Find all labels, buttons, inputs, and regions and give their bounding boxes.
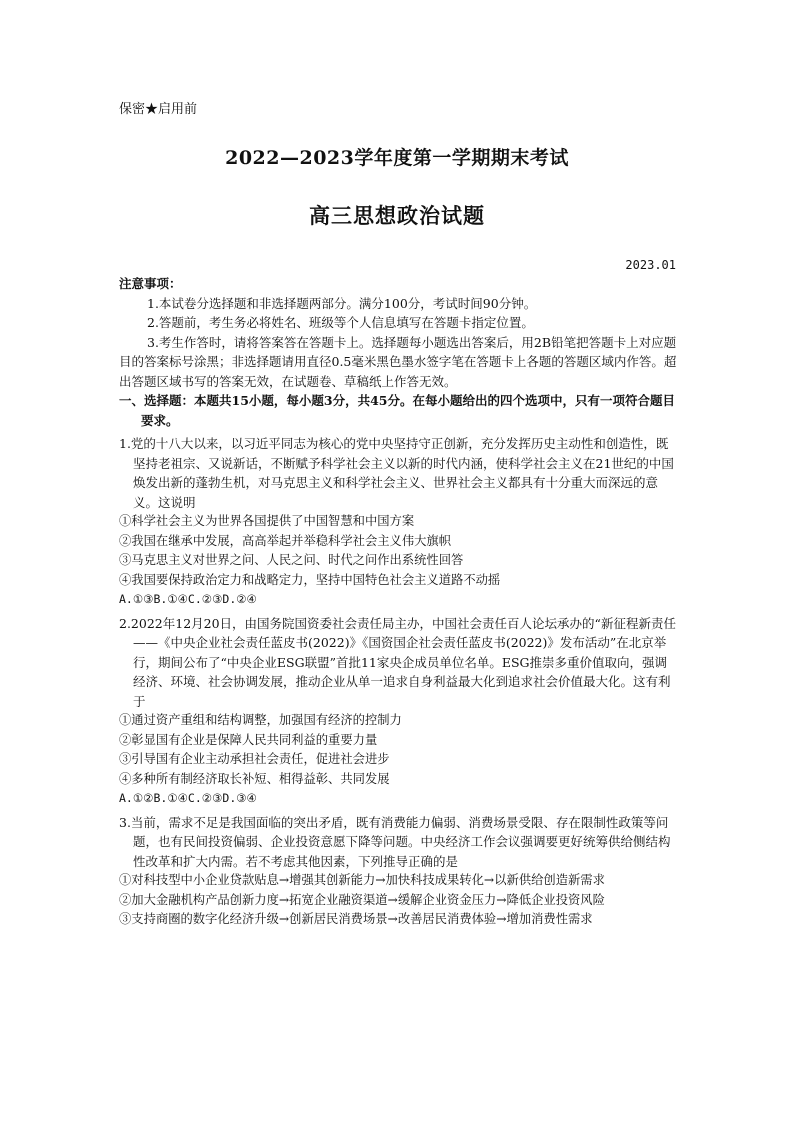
note-item: 3.考生作答时，请将答案答在答题卡上。选择题每小题选出答案后，用2B铅笔把答题卡上对应题目的答案标号涂黑；非选择题请用直径0.5毫米黑色墨水签字笔在答题卡上各题的答题区域内作答。超出答题区域书写的答案无效，在试题卷、草稿纸上作答无效。 [119, 334, 677, 389]
option-item: ①对科技型中小企业贷款贴息→增强其创新能力→加快科技成果转化→以新供给创造新需求 [119, 873, 605, 887]
option-item: ①科学社会主义为世界各国提供了中国智慧和中国方案 [119, 514, 415, 528]
option-item: ④多种所有制经济取长补短、相得益彰、共同发展 [119, 771, 390, 786]
exam-body [119, 274, 679, 930]
exam-date: 2023.01 [625, 258, 676, 272]
answer-choices: A.①②B.①④C.②③D.③④ [119, 791, 257, 805]
exam-subtitle: 高三思想政治试题 [309, 203, 485, 228]
question-stem: 2.2022年12月20日，由国务院国资委社会责任局主办，中国社会责任百人论坛承办的“新征程新责任——《中央企业社会责任蓝皮书(2022)》《国资国企社会责任蓝皮书(2022)》发布活动”在北京举行，期间公布了“中央企业ESG联盟”首批11家央企成员单位名单。ESG推崇多重价值取向，强调经济、环境、社会协调发展，推动企业从单一追求自身利益最大化到追求社会价值最大化。这有利于 [119, 615, 676, 709]
option-item: ②加大金融机构产品创新力度→拓宽企业融资渠道→缓解企业资金压力→降低企业投资风险 [119, 892, 605, 907]
option-item: ②彰显国有企业是保障人民共同利益的重要力量 [119, 732, 378, 747]
option-item: ②我国在继承中发展，高高举起并举稳科学社会主义伟大旗帜 [119, 533, 452, 548]
question-1 [119, 434, 679, 610]
question-2 [119, 614, 679, 809]
question-stem: 1.党的十八大以来，以习近平同志为核心的党中央坚持守正创新，充分发挥历史主动性和创造性，既坚持老祖宗、又说新话，不断赋予科学社会主义以新的时代内涵，使科学社会主义在21世纪的中国焕发出新的蓬勃生机，对马克思主义和科学社会主义、世界社会主义都具有十分重大而深远的意义。这说明 [119, 436, 674, 510]
note-item: 2.答题前，考生务必将姓名、班级等个人信息填写在答题卡指定位置。 [147, 315, 534, 330]
confidential-label: 保密★启用前 [119, 102, 198, 117]
note-item: 1.本试卷分选择题和非选择题两部分。满分100分，考试时间90分钟。 [147, 295, 537, 311]
answer-choices: A.①③B.①④C.②③D.②④ [119, 592, 257, 606]
option-item: ④我国要保持政治定力和战略定力，坚持中国特色社会主义道路不动摇 [119, 572, 501, 587]
question-3 [119, 813, 679, 930]
option-item: ①通过资产重组和结构调整，加强国有经济的控制力 [119, 713, 402, 727]
section-heading: 一、选择题：本题共15小题，每小题3分，共45分。在每小题给出的四个选项中，只有一项符合题目要求。 [119, 393, 675, 428]
option-item: ③引导国有企业主动承担社会责任，促进社会进步 [119, 752, 390, 766]
exam-title: 2022—2023学年度第一学期期末考试 [225, 147, 569, 169]
option-item: ③马克思主义对世界之问、人民之问、时代之问作出系统性回答 [119, 553, 464, 567]
notes-heading: 注意事项： [119, 276, 182, 291]
option-item: ③支持商圈的数字化经济升级→创新居民消费场景→改善居民消费体验→增加消费性需求 [119, 912, 593, 926]
question-stem: 3.当前，需求不足是我国面临的突出矛盾，既有消费能力偏弱、消费场景受限、存在限制性政策等问题，也有民间投资偏弱、企业投资意愿下降等问题。中央经济工作会议强调要更好统筹供给侧结构性改革和扩大内需。若不考虑其他因素，下列推导正确的是 [119, 814, 671, 869]
